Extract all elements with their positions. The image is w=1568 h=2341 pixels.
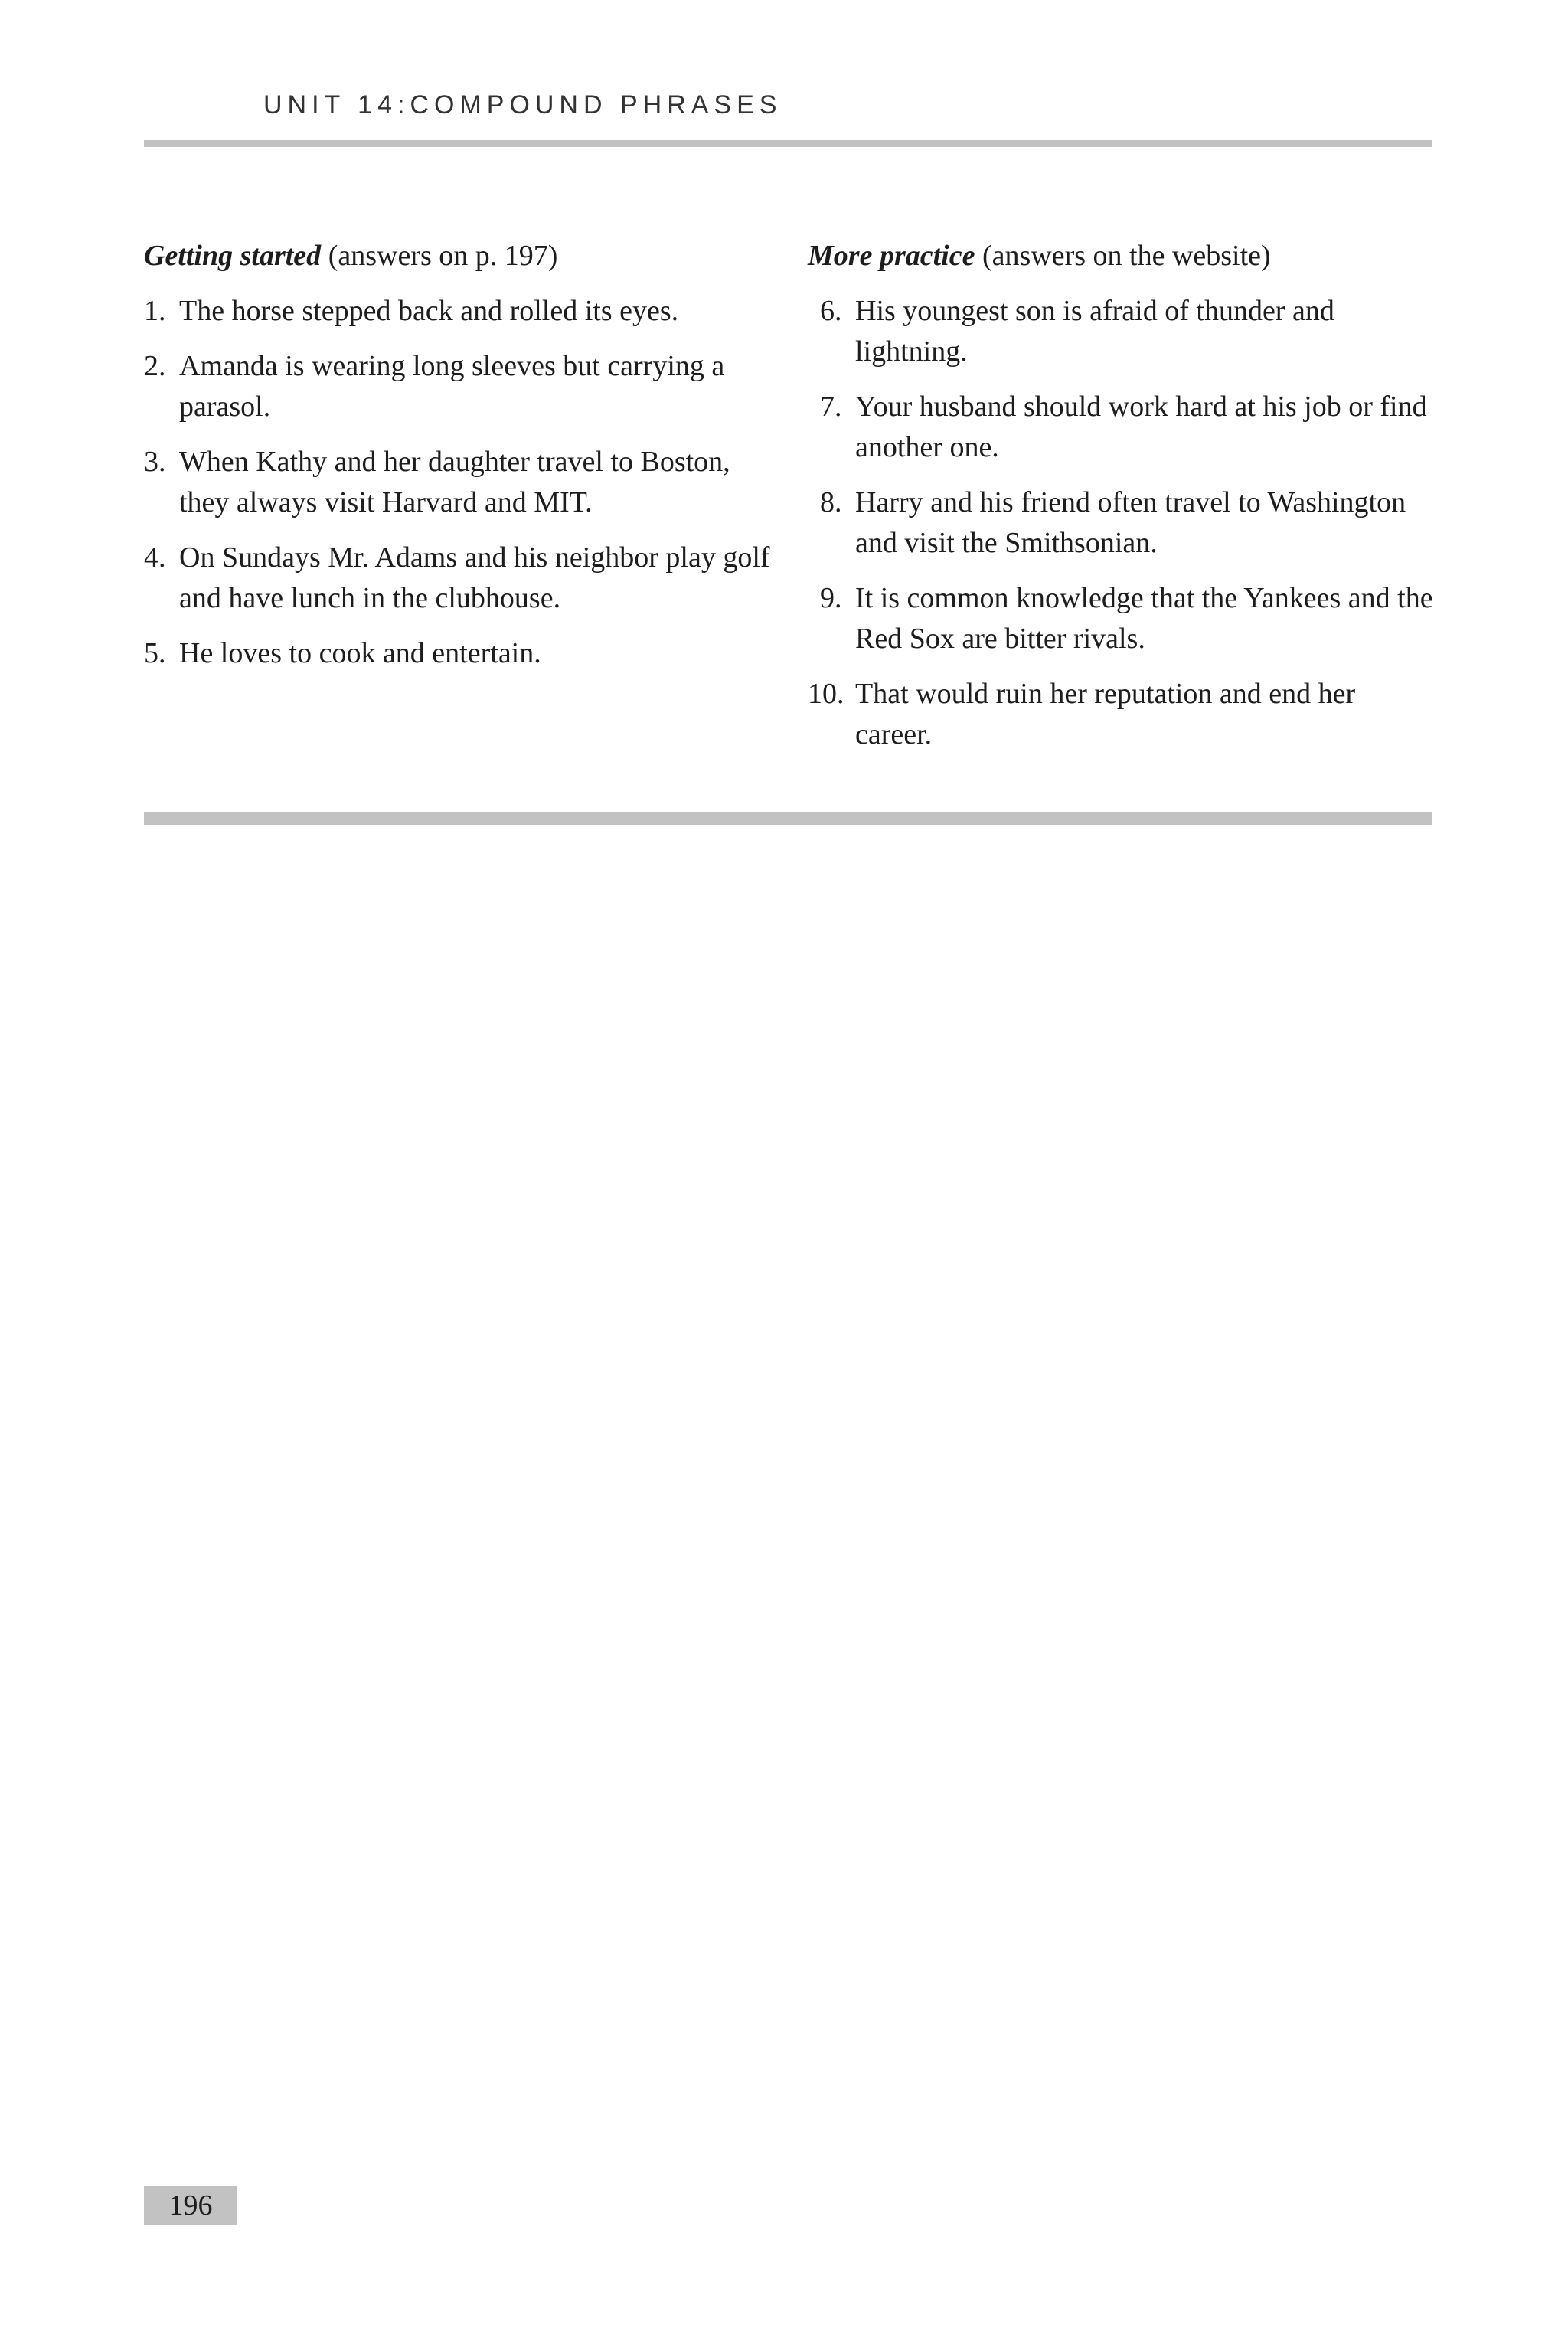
exercise-number: 4. xyxy=(144,541,166,574)
running-head: UNIT 14:COMPOUND PHRASES xyxy=(263,90,782,119)
exercise-item xyxy=(808,387,1436,468)
answers-note: (answers on p. 197) xyxy=(321,240,558,272)
exercise-number: 5. xyxy=(144,637,166,669)
exercise-sentence: That would ruin her reputation and end her career. xyxy=(855,678,1356,750)
exercise-item xyxy=(144,291,779,332)
exercise-number: 8. xyxy=(820,486,842,518)
more-practice-heading xyxy=(808,236,1436,276)
exercise-number: 2. xyxy=(144,350,166,382)
section-end-rule xyxy=(144,812,1432,825)
exercise-number: 6. xyxy=(820,295,842,327)
header-rule xyxy=(144,140,1432,147)
exercise-sentence: When Kathy and her daughter travel to Boston, they always visit Harvard and MIT. xyxy=(179,446,730,518)
exercise-number: 10. xyxy=(808,678,844,710)
exercise-item xyxy=(144,538,779,619)
getting-started-heading xyxy=(144,236,779,276)
exercise-number: 9. xyxy=(820,582,842,614)
exercise-sentence: Harry and his friend often travel to Washington and visit the Smithsonian. xyxy=(855,486,1406,559)
exercise-list xyxy=(808,291,1436,755)
exercise-list xyxy=(144,291,779,674)
exercise-sentence: On Sundays Mr. Adams and his neighbor play golf and have lunch in the clubhouse. xyxy=(179,541,770,614)
more-practice-column xyxy=(808,236,1436,770)
section-title: Getting started xyxy=(144,240,322,272)
getting-started-column xyxy=(144,236,779,688)
exercise-item xyxy=(144,346,779,427)
section-title: More practice xyxy=(808,240,975,272)
exercise-item xyxy=(808,482,1436,564)
answers-note: (answers on the website) xyxy=(975,240,1271,272)
exercise-sentence: Amanda is wearing long sleeves but carrying a parasol. xyxy=(179,350,725,423)
exercise-item xyxy=(144,442,779,523)
exercise-item xyxy=(144,633,779,674)
exercise-sentence: His youngest son is afraid of thunder and lightning. xyxy=(855,295,1334,368)
exercise-item xyxy=(808,291,1436,372)
exercise-sentence: The horse stepped back and rolled its eyes. xyxy=(179,295,679,327)
exercise-sentence: Your husband should work hard at his job or find another one. xyxy=(855,391,1427,463)
page-number: 196 xyxy=(144,2186,237,2225)
exercise-number: 7. xyxy=(820,391,842,423)
exercise-item xyxy=(808,674,1436,755)
exercise-number: 1. xyxy=(144,295,166,327)
exercise-number: 3. xyxy=(144,446,166,478)
exercise-sentence: He loves to cook and entertain. xyxy=(179,637,541,669)
exercise-item xyxy=(808,578,1436,659)
exercise-sentence: It is common knowledge that the Yankees and the Red Sox are bitter rivals. xyxy=(855,582,1433,655)
